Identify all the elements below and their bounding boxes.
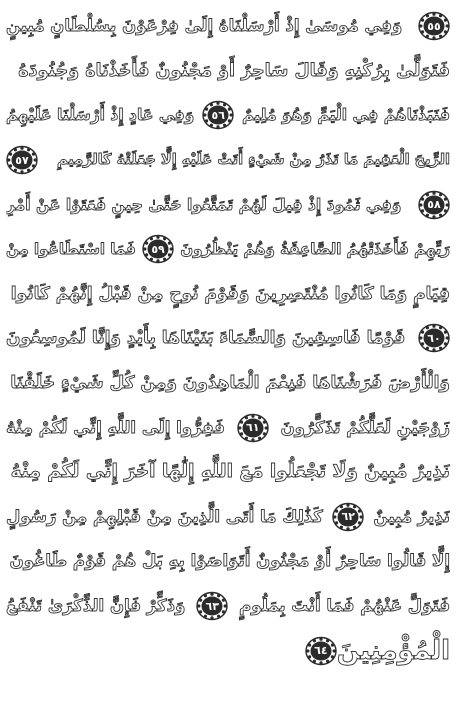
ayah-end-marker-icon (418, 323, 450, 353)
text-line (6, 4, 450, 49)
text-line (6, 584, 450, 629)
ayah-number: ٦٢ (341, 510, 355, 524)
ayah-end-marker-icon (202, 100, 234, 130)
ayah-number: ٦٤ (314, 644, 328, 658)
verse-text: فَتَوَلَّ عَنْهُمْ فَمَا أَنْتَ بِمَلُومٍ (239, 596, 450, 616)
verse-text: فَنَبَذْنَاهُمْ فِي الْيَمِّ وَهُوَ مُلِيمٌ (242, 106, 450, 125)
verse-text: الْمُؤْمِنِينَ (336, 635, 450, 666)
text-line (6, 93, 450, 138)
ayah-number: ٦٣ (205, 599, 219, 613)
verse-text: رَبِّهِمْ فَأَخَذَتْهُمُ الصَّاعِقَةُ وَهُمْ يَنْظُرُونَ (180, 240, 450, 259)
verse-text: قَوْمًا فَاسِقِينَ وَالسَّمَاءَ بَنَيْنَاهَا بِأَيْدٍ وَإِنَّا لَمُوسِعُونَ (6, 328, 406, 349)
text-line (6, 227, 450, 272)
verse-text: وَفِي مُوسَىٰ إِذْ أَرْسَلْنَاهُ إِلَىٰ فِرْعَوْنَ بِسُلْطَانٍ مُبِينٍ (6, 16, 403, 36)
text-line (6, 628, 450, 673)
ayah-end-marker-icon (305, 636, 337, 666)
ayah-number: ٦١ (246, 421, 260, 435)
ayah-end-marker-icon (237, 413, 269, 443)
ayah-end-marker-icon (196, 591, 228, 621)
ayah-number: ٥٦ (211, 108, 225, 122)
verse-text: فَفِرُّوا إِلَى اللَّهِ إِنِّي لَكُمْ مِنْهُ (6, 417, 225, 437)
ayah-end-marker-icon (418, 11, 450, 41)
verse-text: إِلَّا قَالُوا سَاحِرٌ أَوْ مَجْنُونٌ أَتَوَاصَوْا بِهِ بَلْ هُمْ قَوْمٌ طَاغُونَ (9, 551, 450, 571)
ayah-end-marker-icon (6, 145, 38, 175)
verse-text: نَذِيرٌ مُبِينٌ (373, 506, 450, 526)
verse-text: زَوْجَيْنِ لَعَلَّكُمْ تَذَكَّرُونَ (280, 417, 450, 437)
verse-text: نَذِيرٌ مُبِينٌ وَلَا تَجْعَلُوا مَعَ اللَّهِ إِلَٰهًا آخَرَ إِنِّي لَكُمْ مِنْهُ (10, 461, 450, 483)
ayah-end-marker-icon (332, 502, 364, 532)
verse-text: فَمَا اسْتَطَاعُوا مِنْ (6, 240, 136, 259)
verse-text: كَذَٰلِكَ مَا أَتَى الَّذِينَ مِنْ قَبْلِهِمْ مِنْ رَسُولٍ (6, 506, 323, 526)
text-line (6, 405, 450, 450)
text-line (6, 272, 450, 317)
text-line (6, 495, 450, 540)
ayah-number: ٦٠ (427, 331, 441, 345)
text-line (6, 539, 450, 584)
ayah-end-marker-icon (418, 190, 450, 220)
text-line (6, 138, 450, 183)
ayah-end-marker-icon (142, 234, 174, 264)
ayah-number: ٥٨ (427, 198, 441, 212)
verse-text: فَتَوَلَّىٰ بِرُكْنِهِ وَقَالَ سَاحِرٌ أَوْ مَجْنُونٌ فَأَخَذْنَاهُ وَجُنُودَهُ (18, 60, 450, 81)
verse-text: وَفِي عَادٍ إِذْ أَرْسَلْنَا عَلَيْهِمُ (6, 106, 195, 125)
verse-text: وَالْأَرْضَ فَرَشْنَاهَا فَنِعْمَ الْمَاهِدُونَ وَمِنْ كُلِّ شَيْءٍ خَلَقْنَا (10, 373, 450, 394)
verse-text: الرِّيحَ الْعَقِيمَ مَا تَذَرُ مِنْ شَيْءٍ أَتَتْ عَلَيْهِ إِلَّا جَعَلَتْهُ كَالرَّمِيمِ (56, 152, 450, 169)
text-line (6, 450, 450, 495)
ayah-number: ٥٧ (15, 153, 29, 167)
verse-text: وَذَكِّرْ فَإِنَّ الذِّكْرَىٰ تَنْفَعُ (6, 596, 186, 616)
ayah-number: ٥٩ (151, 242, 165, 256)
text-line (6, 316, 450, 361)
verse-text: وَفِي ثَمُودَ إِذْ قِيلَ لَهُمْ تَمَتَّعُوا حَتَّىٰ حِينٍ فَعَتَوْا عَنْ أَمْرِ (6, 195, 402, 214)
ayah-number: ٥٥ (427, 19, 441, 33)
verse-text: قِيَامٍ وَمَا كَانُوا مُنْتَصِرِينَ وَقَوْمَ نُوحٍ مِنْ قَبْلُ إِنَّهُمْ كَانُوا (10, 283, 450, 304)
text-line (6, 361, 450, 406)
text-line (6, 182, 450, 227)
text-line (6, 49, 450, 94)
